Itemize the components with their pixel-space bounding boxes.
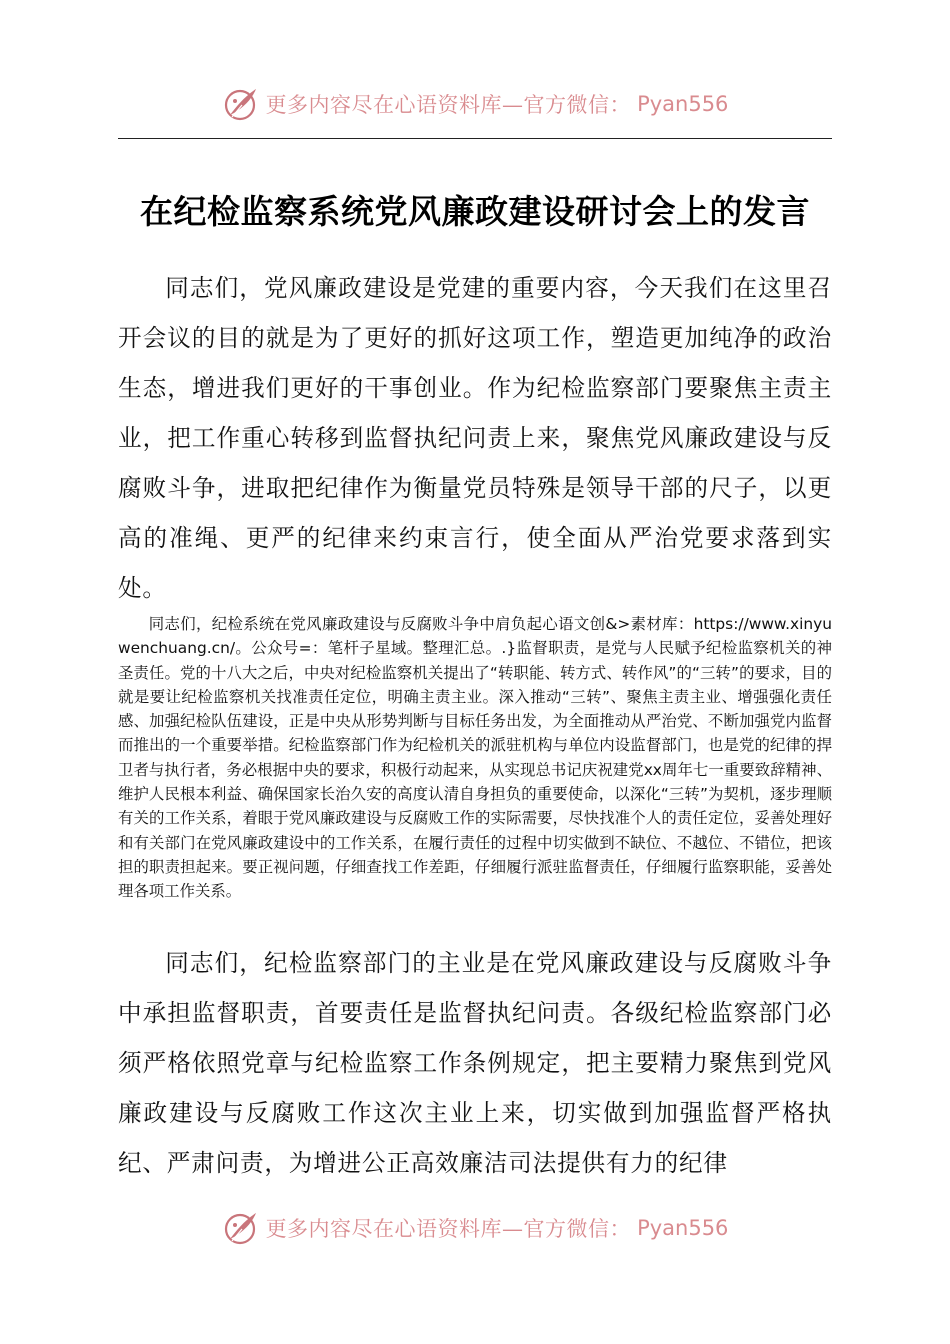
body-paragraph-1: 同志们，党风廉政建设是党建的重要内容，今天我们在这里召开会议的目的就是为了更好的抓好这项工作，塑造更加纯净的政治生态，增进我们更好的干事创业。作为纪检监察部门要聚焦主责主业，把工作重心转移到监督执纪问责上来，聚焦党风廉政建设与反腐败斗争，进取把纪律作为衡量党员特殊是领导干部的尺子，以更高的准绳、更严的纪律来约束言行，使全面从严治党要求落到实处。	[118, 274, 832, 602]
header-rule	[118, 138, 832, 139]
banner-wechat-id: Pyan556	[637, 1216, 729, 1240]
body-paragraph-3: 同志们，纪检监察部门的主业是在党风廉政建设与反腐败斗争中承担监督职责，首要责任是监督执纪问责。各级纪检监察部门必须严格依照党章与纪检监察工作条例规定，把主要精力聚焦到党风廉政建设与反腐败工作这次主业上来，切实做到加强监督严格执纪、严肃问责，为增进公正高效廉洁司法提供有力的纪律	[118, 949, 832, 1177]
banner-text: 更多内容尽在心语资料库—官方微信：	[265, 93, 632, 117]
header-banner	[0, 82, 950, 126]
body-paragraph-2: 同志们，纪检系统在党风廉政建设与反腐败斗争中肩负起心语文创&>素材库：https://www.xinyuwenchuang.cn/。公众号=：笔杆子星域。整理汇总。.}监督职责，是党与人民赋予纪检监察机关的神圣责任。党的十八大之后，中央对纪检监察机关提出了“转职能、转方式、转作风”的“三转”的要求，目的就是要让纪检监察机关找准责任定位，明确主责主业。深入推动“三转”、聚焦主责主业、增强强化责任感、加强纪检队伍建设，正是中央从形势判断与目标任务出发，为全面推动从严治党、不断加强党内监督而推出的一个重要举措。纪检监察部门作为纪检机关的派驻机构与单位内设监督部门，也是党的纪律的捍卫者与执行者，务必根据中央的要求，积极行动起来，从实现总书记庆祝建党xx周年七一重要致辞精神、维护人民根本利益、确保国家长治久安的高度认清自身担负的重要使命，以深化“三转”为契机，逐步理顺有关的工作关系，着眼于党风廉政建设与反腐败工作的实际需要，尽快找准个人的责任定位，妥善处理好和有关部门在党风廉政建设中的工作关系，在履行责任的过程中切实做到不缺位、不越位、不错位，把该担的职责担起来。要正视问题，仔细查找工作差距，仔细履行派驻监督责任，仔细履行监察职能，妥善处理各项工作关系。	[118, 615, 832, 901]
quill-circle-icon	[222, 85, 260, 123]
banner-text: 更多内容尽在心语资料库—官方微信：	[265, 1217, 632, 1241]
footer-banner	[0, 1206, 950, 1250]
quill-circle-icon	[222, 1209, 260, 1247]
banner-wechat-id: Pyan556	[637, 92, 729, 116]
page-title: 在纪检监察系统党风廉政建设研讨会上的发言	[140, 192, 810, 231]
